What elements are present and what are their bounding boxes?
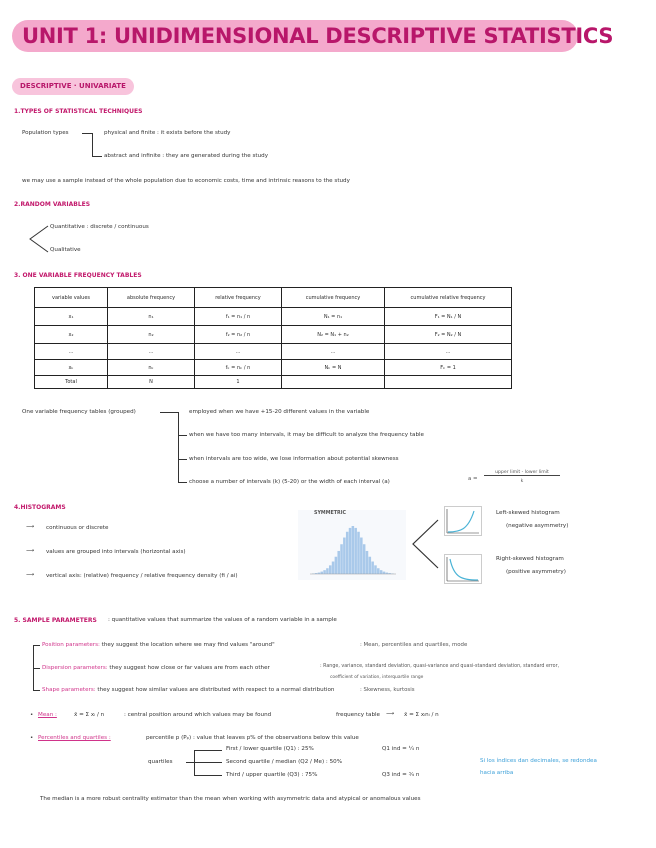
quartiles-label: quartiles	[148, 759, 173, 765]
quartiles-tick	[194, 775, 222, 776]
frequency-table	[34, 287, 512, 389]
section-1-heading: 1.TYPES OF STATISTICAL TECHNIQUES	[14, 108, 143, 115]
histogram-bar	[343, 538, 346, 574]
shape-params-text: they suggest how similar values are distributed with respect to a normal distribution	[97, 687, 335, 693]
table-cell: ...	[385, 344, 512, 360]
freq-table-label: frequency table	[336, 712, 381, 718]
quartiles-tick	[194, 750, 222, 751]
table-row	[35, 344, 512, 360]
quantitative-item: Quantitative : discrete / continuous	[50, 224, 149, 230]
table-cell: N₁ = n₁	[282, 308, 385, 326]
table-row	[35, 326, 512, 344]
table-cell: f₁ = n₁ / n	[195, 308, 282, 326]
table-cell: 1	[195, 376, 282, 389]
freq-mean-formula: x̄ = Σ xᵢnᵢ / n	[404, 712, 439, 718]
table-cell: nₖ	[108, 360, 195, 376]
skew-bracket	[410, 518, 440, 570]
grouped-point-4: choose a number of intervals (k) (5-20) or the width of each interval (a)	[189, 479, 390, 485]
arrow-icon: ⟶	[26, 548, 35, 554]
histogram-point-1: continuous or discrete	[46, 525, 109, 531]
position-params	[42, 642, 275, 648]
arrow-icon: ⟶	[26, 572, 35, 578]
histogram-bar	[366, 551, 369, 574]
interval-formula-denominator: k	[520, 479, 524, 484]
grouped-point-3: when intervals are too wide, we lose information about potential skewness	[189, 456, 399, 462]
interval-formula-lhs: a =	[468, 476, 478, 482]
histogram-bar	[323, 570, 326, 574]
sample-note: we may use a sample instead of the whole population due to economic costs, time and intrinsic reasons to the study	[22, 178, 350, 184]
quartile-3: Third / upper quartile (Q3) : 75%	[226, 772, 318, 778]
mean-text: : central position around which values may be found	[124, 712, 272, 718]
qualitative-item: Qualitative	[50, 247, 81, 253]
bullet-icon: •	[30, 735, 34, 741]
dispersion-params-list: : Range, variance, standard deviation, quasi-variance and quasi-standard deviation, standard error,	[320, 664, 560, 669]
median-note: The median is a more robust centrality estimator than the mean when working with asymmetric data and atypical or anomalous values	[40, 796, 421, 802]
histogram-bar	[326, 568, 329, 574]
arrow-icon: ⟶	[386, 711, 395, 717]
left-skew-sub: (negative asymmetry)	[506, 523, 569, 529]
histogram-bar	[340, 544, 343, 574]
histogram-point-3: vertical axis: (relative) frequency / relative frequency density (fi / ai)	[46, 573, 238, 579]
table-header-row	[35, 288, 512, 308]
variable-bracket	[28, 224, 50, 254]
shape-params-label: Shape parameters:	[42, 687, 96, 693]
histogram-bar	[354, 528, 357, 574]
table-cell: ...	[282, 344, 385, 360]
histogram-bar	[349, 528, 352, 574]
grouped-point-1: employed when we have +15-20 different values in the variable	[189, 409, 370, 415]
shape-params	[42, 687, 334, 693]
arrow-icon: ⟶	[26, 524, 35, 530]
table-header: absolute frequency	[108, 288, 195, 308]
section-5-heading: 5. SAMPLE PARAMETERS	[14, 617, 97, 624]
section-4-heading: 4.HISTOGRAMS	[14, 504, 66, 511]
table-cell: Nₖ = N	[282, 360, 385, 376]
grouped-tick	[178, 459, 187, 460]
table-header: relative frequency	[195, 288, 282, 308]
table-cell: ...	[108, 344, 195, 360]
right-skew-sub: (positive asymmetry)	[506, 569, 566, 575]
right-skew-icon	[444, 554, 482, 584]
table-cell: F₁ = N₁ / N	[385, 308, 512, 326]
table-cell: Total	[35, 376, 108, 389]
quartile-1: First / lower quartile (Q1) : 25%	[226, 746, 314, 752]
histogram-bar	[383, 572, 386, 574]
section-2-heading: 2.RANDOM VARIABLES	[14, 201, 91, 208]
position-params-label: Position parameters:	[42, 642, 100, 648]
population-branch-2: abstract and infinite : they are generated during the study	[104, 153, 269, 159]
grouped-vertical	[178, 412, 179, 483]
branch-vertical	[92, 133, 93, 157]
table-row	[35, 360, 512, 376]
dispersion-params-list-2: coefficient of variation, interquartile range	[330, 675, 424, 680]
histogram-bar	[332, 562, 335, 574]
histogram-bar	[346, 532, 349, 574]
position-params-text: they suggest the location where we may find values "around"	[101, 642, 275, 648]
histogram-bar	[329, 565, 332, 574]
histogram-bar	[337, 551, 340, 574]
table-cell	[385, 376, 512, 389]
histogram-bar	[360, 538, 363, 574]
table-cell: n₁	[108, 308, 195, 326]
histogram-bar	[335, 557, 338, 574]
mean-label: Mean :	[38, 712, 57, 718]
params-tick	[33, 690, 40, 691]
quartile-2: Second quartile / median (Q2 / Me) : 50%	[226, 759, 343, 765]
table-cell: n₂	[108, 326, 195, 344]
page-title: UNIT 1: UNIDIMENSIONAL DESCRIPTIVE STATISTICS	[12, 20, 578, 52]
params-tick	[33, 645, 40, 646]
histogram-point-2: values are grouped into intervals (horizontal axis)	[46, 549, 186, 555]
position-params-list: : Mean, percentiles and quartiles, mode	[360, 642, 468, 648]
table-cell: ...	[35, 344, 108, 360]
quartile-1-formula: Q1 ind = ¼ n	[382, 746, 420, 752]
quartiles-vertical	[194, 750, 195, 776]
histogram-bar	[377, 568, 380, 574]
grouped-tick	[178, 435, 187, 436]
rounding-note: Si los índices dan decimales, se redondea	[480, 758, 597, 764]
grouped-tick	[178, 482, 187, 483]
histogram-bar	[363, 544, 366, 574]
shape-params-list: : Skewness, kurtosis	[360, 687, 415, 693]
table-cell: fₖ = nₖ / n	[195, 360, 282, 376]
population-branch-1: physical and finite : it exists before the study	[104, 130, 231, 136]
section-3-heading: 3. ONE VARIABLE FREQUENCY TABLES	[14, 272, 142, 279]
table-cell	[282, 376, 385, 389]
branch-connector	[82, 133, 92, 134]
rounding-note-2: hacia arriba	[480, 770, 514, 776]
table-header: cumulative frequency	[282, 288, 385, 308]
table-cell: f₂ = n₂ / n	[195, 326, 282, 344]
table-header: cumulative relative frequency	[385, 288, 512, 308]
left-skew-label: Left-skewed histogram	[496, 510, 560, 516]
symmetric-histogram	[298, 510, 406, 580]
percentiles-label: Percentiles and quartiles :	[38, 735, 111, 741]
table-cell: x₁	[35, 308, 108, 326]
section-pill: DESCRIPTIVE · UNIVARIATE	[12, 78, 134, 95]
grouped-connector	[160, 412, 178, 413]
branch-connector-2	[92, 156, 102, 157]
population-label: Population types	[22, 130, 69, 136]
sample-params-intro: : quantitative values that summarize the values of a random variable in a sample	[108, 617, 337, 623]
grouped-point-2: when we have too many intervals, it may be difficult to analyze the frequency table	[189, 432, 425, 438]
table-cell: Fₖ = 1	[385, 360, 512, 376]
quartiles-tick	[194, 762, 222, 763]
histogram-bar	[320, 572, 323, 574]
quartile-3-formula: Q3 ind = ¾ n	[382, 772, 420, 778]
mean-formula: x̄ = Σ xᵢ / n	[74, 712, 105, 718]
table-cell: xₖ	[35, 360, 108, 376]
quartiles-connector	[186, 762, 194, 763]
histogram-bar	[352, 526, 355, 574]
percentiles-text: percentile p (Pₚ) : value that leaves p% of the observations below this value	[146, 735, 359, 741]
histogram-bar	[374, 565, 377, 574]
histogram-bar	[369, 557, 372, 574]
dispersion-params-label: Dispersion parameters:	[42, 665, 108, 671]
table-cell: N₂ = N₁ + n₂	[282, 326, 385, 344]
histogram-bar	[357, 532, 360, 574]
table-cell: x₂	[35, 326, 108, 344]
params-tick	[33, 668, 40, 669]
interval-formula-numerator: upper limit - lower limit	[484, 470, 560, 476]
table-cell: F₂ = N₂ / N	[385, 326, 512, 344]
table-cell: N	[108, 376, 195, 389]
right-skew-label: Right-skewed histogram	[496, 556, 564, 562]
dispersion-params	[42, 665, 270, 671]
table-cell: ...	[195, 344, 282, 360]
symmetric-label: SYMMETRIC	[314, 511, 347, 516]
table-row	[35, 308, 512, 326]
grouped-table-label: One variable frequency tables (grouped)	[22, 409, 136, 415]
dispersion-params-text: they suggest how close or far values are from each other	[109, 665, 270, 671]
table-header: variable values	[35, 288, 108, 308]
bullet-icon: •	[30, 712, 34, 718]
left-skew-icon	[444, 506, 482, 536]
histogram-bar	[371, 562, 374, 574]
table-total-row	[35, 376, 512, 389]
histogram-bar	[380, 570, 383, 574]
